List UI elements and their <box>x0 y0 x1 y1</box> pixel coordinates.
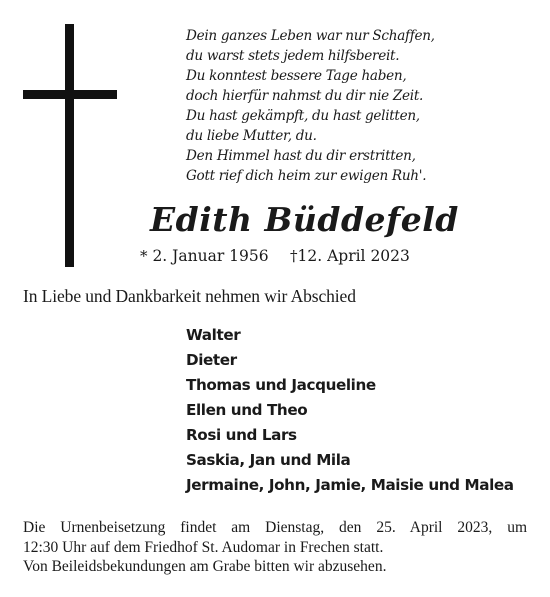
poem-line: Du hast gekämpft, du hast gelitten, <box>186 108 420 124</box>
birth-date <box>140 247 269 265</box>
service-line: Die Urnenbeisetzung findet am Dienstag, den 25. April 2023, um <box>23 519 527 536</box>
birth-symbol: * <box>140 247 148 265</box>
death-symbol: † <box>290 247 298 265</box>
farewell-intro: In Liebe und Dankbarkeit nehmen wir Abschied <box>23 286 356 306</box>
service-info <box>23 518 527 577</box>
family-member: Rosi und Lars <box>186 426 297 444</box>
poem-line: Gott rief dich heim zur ewigen Ruh'. <box>186 168 427 184</box>
poem-line: Dein ganzes Leben war nur Schaffen, <box>186 28 435 44</box>
family-member: Jermaine, John, Jamie, Maisie und Malea <box>186 476 514 494</box>
poem-line: Du konntest bessere Tage haben, <box>186 68 407 84</box>
family-list <box>186 323 514 498</box>
poem-line: doch hierfür nahmst du dir nie Zeit. <box>186 88 424 104</box>
family-member: Ellen und Theo <box>186 401 308 419</box>
poem-line: du liebe Mutter, du. <box>186 128 317 144</box>
poem <box>186 26 446 186</box>
death-date <box>290 247 410 265</box>
poem-line: Den Himmel hast du dir erstritten, <box>186 148 416 164</box>
deceased-name: Edith Büddefeld <box>150 200 459 239</box>
family-member: Thomas und Jacqueline <box>186 376 376 394</box>
cross-icon-bar <box>23 90 117 99</box>
cross-icon <box>65 24 74 267</box>
service-line: 12:30 Uhr auf dem Friedhof St. Audomar in Frechen statt. <box>23 538 384 556</box>
poem-line: du warst stets jedem hilfsbereit. <box>186 48 400 64</box>
death-date-text: 12. April 2023 <box>297 247 410 265</box>
family-member: Saskia, Jan und Mila <box>186 451 351 469</box>
family-member: Walter <box>186 326 241 344</box>
family-member: Dieter <box>186 351 237 369</box>
birth-date-text: 2. Januar 1956 <box>152 247 269 265</box>
service-line: Von Beileidsbekundungen am Grabe bitten wir abzusehen. <box>23 558 387 575</box>
